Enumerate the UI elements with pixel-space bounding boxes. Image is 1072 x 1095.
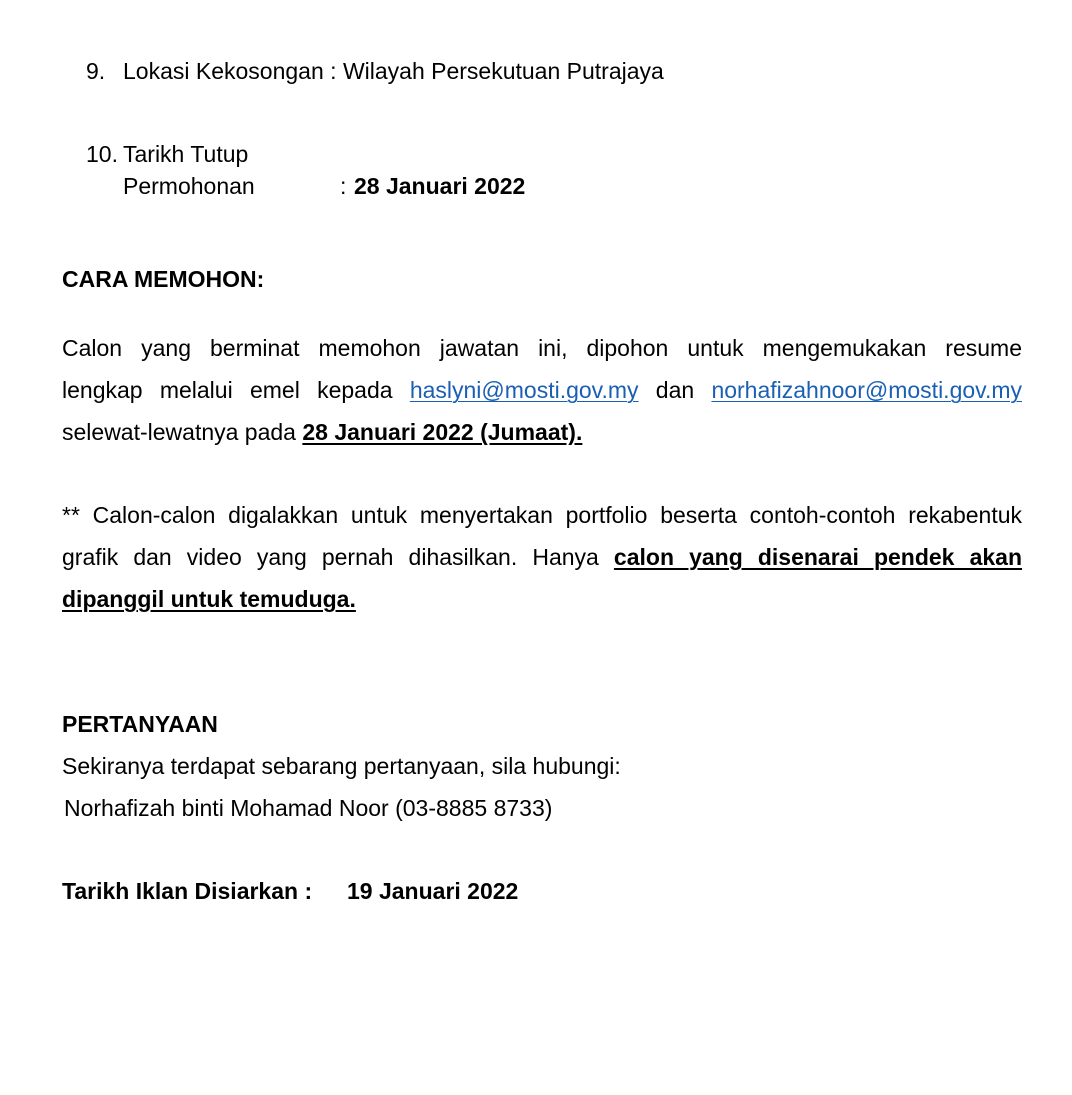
tarikh-iklan-date: 19 Januari 2022: [347, 878, 519, 904]
cara-p2-line2: [62, 536, 1022, 578]
cara-p1-line1: Calon yang berminat memohon jawatan ini, dipohon untuk mengemukakan resume: [62, 335, 1022, 361]
tarikh-iklan-label: Tarikh Iklan Disiarkan :: [62, 878, 313, 904]
item-10-number: 10.: [86, 141, 118, 167]
cara-p2-line2-bold: calon yang disenarai pendek akan: [613, 544, 1022, 570]
item-10-separator: :: [340, 173, 347, 199]
cara-p1-line2-pre: lengkap melalui emel kepada: [62, 377, 393, 403]
item-9-label: Lokasi Kekosongan: [123, 58, 324, 84]
item-9-value: Wilayah Persekutuan Putrajaya: [342, 58, 664, 84]
cara-p1-line3-pre: selewat-lewatnya pada: [62, 419, 296, 445]
pertanyaan-line1: Sekiranya terdapat sebarang pertanyaan, sila hubungi:: [62, 753, 621, 779]
cara-paragraph-2: [62, 494, 1022, 620]
deadline-date: 28 Januari 2022 (Jumaat).: [302, 419, 583, 445]
email-link-haslyni[interactable]: haslyni@mosti.gov.my: [409, 377, 639, 403]
cara-p2-line3-bold: dipanggil untuk temuduga.: [62, 586, 356, 612]
cara-p1-line3: [62, 411, 1022, 453]
email-link-norhafizahnoor[interactable]: norhafizahnoor@mosti.gov.my: [711, 377, 1022, 403]
item-10-label-line2: Permohonan: [123, 173, 255, 199]
cara-memohon-heading: CARA MEMOHON:: [62, 266, 265, 292]
item-10-value: 28 Januari 2022: [354, 173, 526, 199]
cara-p2-line2-pre: grafik dan video yang pernah dihasilkan. Hanya: [62, 544, 599, 570]
cara-p1-line2-mid: dan: [655, 377, 695, 403]
cara-p2-line3: [62, 578, 1022, 620]
item-9-number: 9.: [86, 58, 106, 84]
cara-p2-line1: ** Calon-calon digalakkan untuk menyertakan portfolio beserta contoh-contoh rekabentuk: [62, 502, 1022, 528]
cara-p1-line2: [62, 369, 1022, 411]
pertanyaan-heading: PERTANYAAN: [62, 711, 218, 737]
item-9-separator: :: [330, 58, 337, 84]
pertanyaan-contact: Norhafizah binti Mohamad Noor (03-8885 8733): [64, 795, 553, 821]
item-10-label-line1: Tarikh Tutup: [123, 141, 249, 167]
item-9-text: [123, 58, 664, 85]
cara-paragraph-1: [62, 327, 1022, 453]
